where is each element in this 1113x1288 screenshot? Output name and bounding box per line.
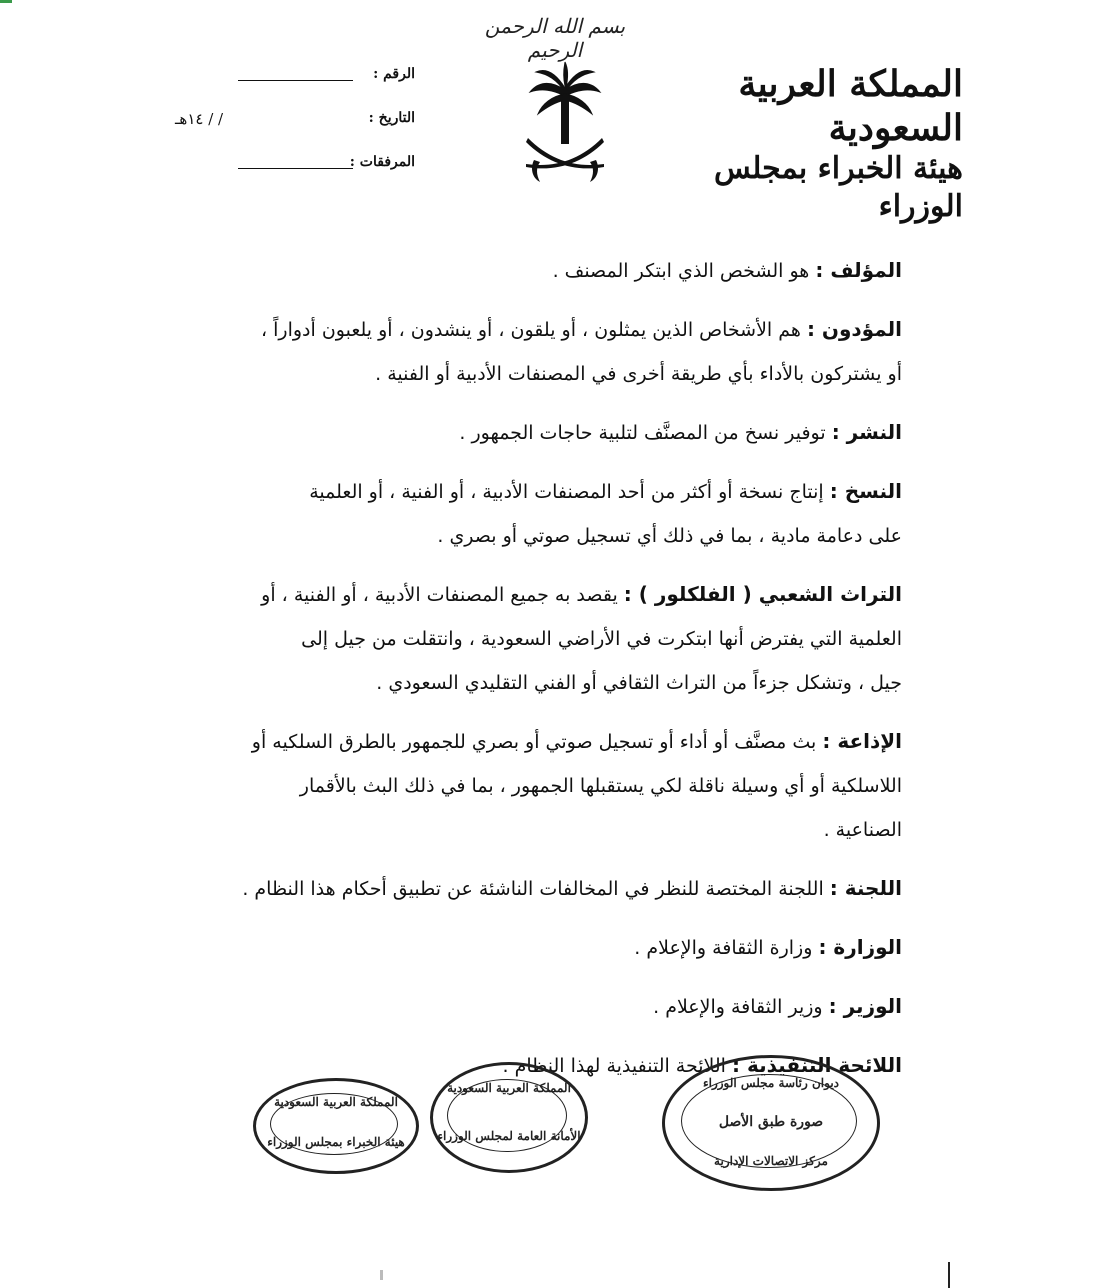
- stamp-text: صورة طبق الأصل: [718, 1114, 824, 1130]
- org-line-1: المملكة العربية السعودية: [738, 63, 963, 149]
- definition-text: إنتاج نسخة أو أكثر من أحد المصنفات الأدبية ، أو الفنية ، أو العلمية: [309, 481, 824, 503]
- attachments-row: [175, 154, 415, 198]
- ref-number-label: الرقم :: [373, 66, 415, 82]
- basmala: بسم الله الرحمن الرحيم: [484, 14, 626, 62]
- definition-text: جيل ، وتشكل جزءاً من التراث الثقافي أو الفني التقليدي السعودي .: [376, 672, 902, 694]
- definition-item: [240, 307, 902, 396]
- stamp-text: الأمانة العامة لمجلس الوزراء: [437, 1129, 581, 1143]
- stamp-text: المملكة العربية السعودية: [274, 1095, 398, 1109]
- definition-term: المؤدون :: [806, 317, 902, 341]
- stamp-general-secretariat: [430, 1062, 588, 1173]
- definition-text: العلمية التي يفترض أنها ابتكرت في الأراضي السعودية ، وانتقلت من جيل إلى: [301, 628, 902, 650]
- stamp-text: ديوان رئاسة مجلس الوزراء: [702, 1076, 840, 1090]
- stamp-text: مركز الاتصالات الإدارية: [714, 1154, 828, 1168]
- definition-term: الوزارة :: [818, 935, 902, 959]
- date-value: ١٤هـ / /: [175, 110, 224, 128]
- definition-text: اللاسلكية أو أي وسيلة ناقلة لكي يستقبلها الجمهور ، بما في ذلك البث بالأقمار: [299, 775, 902, 797]
- definition-text: اللجنة المختصة للنظر في المخالفات الناشئة عن تطبيق أحكام هذا النظام .: [242, 878, 824, 900]
- date-label: التاريخ :: [368, 110, 415, 126]
- definition-term: التراث الشعبي ( الفلكلور ) :: [623, 582, 902, 606]
- definition-term: النشر :: [831, 420, 902, 444]
- definition-text: وزارة الثقافة والإعلام .: [634, 937, 813, 959]
- definition-text: يقصد به جميع المصنفات الأدبية ، أو الفنية ، أو: [261, 584, 618, 606]
- definition-text: بث مصنَّف أو أداء أو تسجيل صوتي أو بصري للجمهور بالطرق السلكيه أو: [251, 731, 817, 753]
- definitions-body: [240, 248, 902, 1102]
- definition-item: [240, 469, 902, 558]
- definition-text: أو يشتركون بالأداء بأي طريقة أخرى في المصنفات الأدبية أو الفنية .: [375, 363, 902, 385]
- page-edge-mark: [948, 1262, 950, 1288]
- definition-item: [240, 866, 902, 911]
- definition-item: [240, 248, 902, 293]
- organization-header: [663, 62, 963, 226]
- definition-text: توفير نسخ من المصنَّف لتلبية حاجات الجمهور .: [459, 422, 826, 444]
- definition-item: [240, 410, 902, 455]
- definition-text: وزير الثقافة والإعلام .: [653, 996, 823, 1018]
- definition-text: هو الشخص الذي ابتكر المصنف .: [552, 260, 810, 282]
- definition-term: الوزير :: [828, 994, 902, 1018]
- stamp-text: هيئة الخبراء بمجلس الوزراء: [267, 1135, 405, 1149]
- ref-number-row: [175, 66, 415, 110]
- date-row: [175, 110, 415, 154]
- definition-term: المؤلف :: [815, 258, 902, 282]
- palm-swords-emblem-icon: [520, 60, 610, 190]
- stamp-text: المملكة العربية السعودية: [447, 1081, 571, 1095]
- attachments-label: المرفقات :: [349, 154, 415, 170]
- definition-term: النسخ :: [829, 479, 902, 503]
- stamp-certified-true-copy: [662, 1055, 880, 1191]
- definition-text: الصناعية .: [823, 819, 902, 841]
- definition-text: على دعامة مادية ، بما في ذلك أي تسجيل صوتي أو بصري .: [437, 525, 902, 547]
- definition-term: الإذاعة :: [822, 729, 902, 753]
- corner-mark: [0, 0, 12, 3]
- definition-text: هم الأشخاص الذين يمثلون ، أو يلقون ، أو ينشدون ، أو يلعبون أدواراً ،: [260, 319, 801, 341]
- definition-item: [240, 984, 902, 1029]
- attachments-line: [238, 168, 353, 169]
- definition-item: [240, 925, 902, 970]
- scan-artifact: [380, 1270, 383, 1280]
- stamp-experts-commission: [253, 1078, 419, 1174]
- definition-text: اللائحة التنفيذية لهذا النظام .: [502, 1055, 726, 1077]
- ref-number-line: [238, 80, 353, 81]
- definition-item: [240, 719, 902, 852]
- definition-term: اللجنة :: [829, 876, 902, 900]
- definition-item: [240, 572, 902, 705]
- definition-term: اللائحة التنفيذية :: [732, 1053, 902, 1077]
- reference-block: [175, 66, 415, 198]
- org-line-2: هيئة الخبراء بمجلس الوزراء: [713, 151, 963, 224]
